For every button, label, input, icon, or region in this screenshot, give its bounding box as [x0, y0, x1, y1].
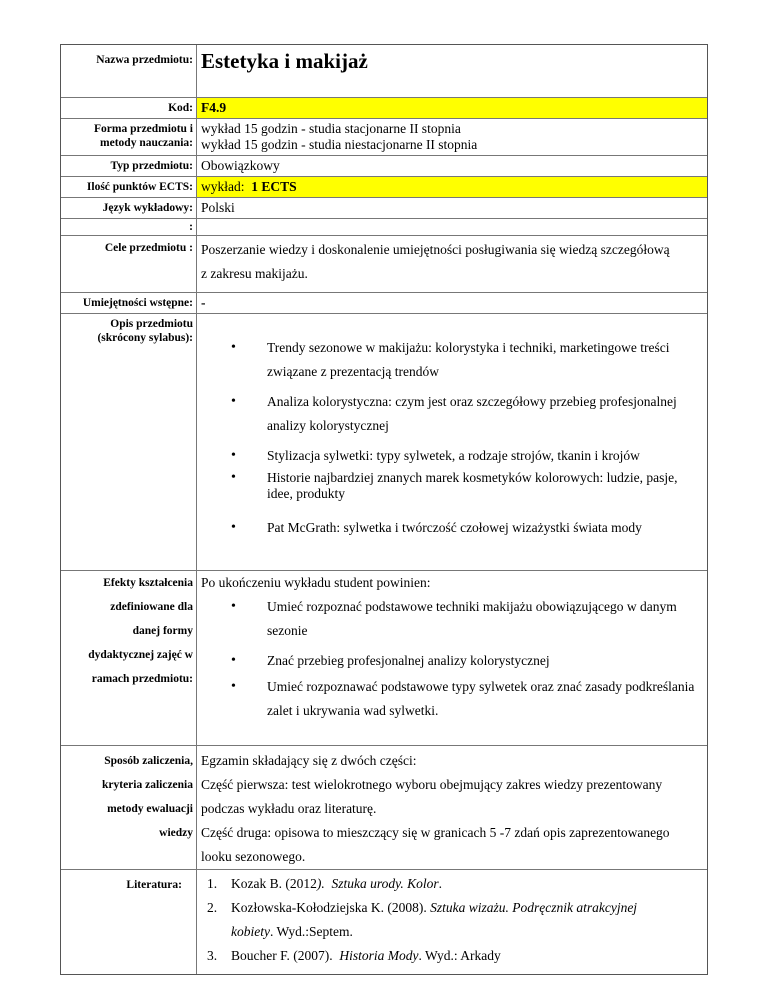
list-item-line: • Stylizacja sylwetki: typy sylwetek, a rodzaje strojów, tkanin i krojów: [267, 448, 640, 463]
assessment-label-line: metody ewaluacji: [107, 803, 193, 815]
subject-title: Estetyka i makijaż: [201, 49, 368, 73]
list-item: [201, 595, 701, 643]
lit-paren: ).: [316, 876, 325, 891]
literature-label: Literatura:: [61, 870, 197, 974]
assessment-label-line: wiedzy: [159, 827, 193, 839]
row-ects: [61, 176, 707, 197]
language-value: Polski: [201, 200, 235, 215]
list-number: 2.: [207, 900, 218, 915]
outcomes-label: [61, 571, 197, 745]
literature-list: [201, 872, 701, 968]
assessment-line: Część pierwsza: test wielokrotnego wyboru obejmujący zakres wiedzy prezentowany: [201, 777, 663, 792]
syllabus-label-line: (skrócony sylabus):: [97, 332, 193, 344]
form-label-line: metody nauczania:: [100, 137, 193, 149]
outcomes-label-line: dydaktycznej zajęć w: [88, 649, 193, 661]
lit-author: Kozak B. (2012: [231, 876, 317, 891]
skills-label: Umiejętności wstępne:: [61, 293, 197, 313]
subject-label: Nazwa przedmiotu:: [61, 45, 197, 97]
list-item: [201, 649, 701, 673]
goals-line: Poszerzanie wiedzy i doskonalenie umiejętności posługiwania się wiedzą szczegółową: [201, 242, 670, 257]
row-empty: [61, 218, 707, 235]
list-item-line: • Znać przebieg profesjonalnej analizy kolorystycznej: [267, 653, 550, 668]
type-value: Obowiązkowy: [201, 158, 280, 173]
list-item-line: związane z prezentacją trendów: [267, 364, 440, 379]
ects-points: 1 ECTS: [251, 179, 297, 194]
goals-line: z zakresu makijażu.: [201, 266, 308, 281]
outcomes-label-line: zdefiniowane dla: [110, 601, 193, 613]
row-language: [61, 197, 707, 218]
row-literature: [61, 869, 707, 974]
lit-title: Historia Mody: [339, 948, 419, 963]
list-item: [201, 470, 701, 502]
assessment-line: podczas wykładu oraz literaturę.: [201, 801, 377, 816]
course-card: [60, 44, 708, 975]
type-label: Typ przedmiotu:: [61, 156, 197, 176]
lit-rest: . Wyd.:Septem.: [269, 924, 353, 939]
syllabus-label: [61, 314, 197, 570]
row-code: [61, 97, 707, 118]
goals-label: Cele przedmiotu :: [61, 236, 197, 292]
outcomes-list: [201, 595, 701, 723]
row-goals: [61, 235, 707, 292]
list-item-line: • Umieć rozpoznawać podstawowe typy sylwetek oraz znać zasady podkreślania: [267, 679, 695, 694]
list-item: [201, 444, 701, 468]
list-number: 3.: [207, 948, 218, 963]
list-item-line: • Umieć rozpoznać podstawowe techniki makijażu obowiązującego w danym: [267, 599, 677, 614]
list-item-line: sezonie: [267, 623, 308, 638]
assessment-line: Egzamin składający się z dwóch części:: [201, 753, 417, 768]
list-item-line: zalet i ukrywania wad sylwetki.: [267, 703, 439, 718]
form-line: wykład 15 godzin - studia niestacjonarne II stopnia: [201, 137, 478, 152]
outcomes-label-line: danej formy: [132, 625, 193, 637]
syllabus-list: [201, 336, 701, 540]
row-syllabus: [61, 313, 707, 570]
code-value: F4.9: [197, 98, 707, 118]
row-form: [61, 118, 707, 155]
list-item: [201, 516, 701, 540]
ects-label: Ilość punktów ECTS:: [61, 177, 197, 197]
form-line: wykład 15 godzin - studia stacjonarne II stopnia: [201, 121, 461, 136]
list-item: [201, 944, 701, 968]
ects-value: [197, 177, 707, 197]
syllabus-value: [197, 314, 707, 570]
goals-value: [197, 236, 707, 292]
outcomes-intro: Po ukończeniu wykładu student powinien:: [201, 575, 431, 590]
literature-value: [197, 870, 707, 974]
empty-label: :: [61, 219, 197, 235]
assessment-label-line: Sposób zaliczenia,: [104, 755, 193, 767]
lit-rest: . Wyd.: Arkady: [418, 948, 501, 963]
list-item-line: • Analiza kolorystyczna: czym jest oraz szczegółowy przebieg profesjonalnej: [267, 394, 677, 409]
list-number: 1.: [207, 876, 218, 891]
list-item: [201, 896, 701, 944]
list-item-line: • Trendy sezonowe w makijażu: kolorystyka i techniki, marketingowe treści: [267, 340, 670, 355]
language-label: Język wykładowy:: [61, 198, 197, 218]
row-assessment: [61, 745, 707, 869]
code-label: Kod:: [61, 98, 197, 118]
list-item-line: • Pat McGrath: sylwetka i twórczość czołowej wizażystki świata mody: [267, 520, 642, 535]
assessment-line: looku sezonowego.: [201, 849, 306, 864]
form-value: [197, 119, 707, 155]
lit-title: Sztuka urody. Kolor: [324, 876, 439, 891]
empty-value: [197, 219, 707, 235]
row-outcomes: [61, 570, 707, 745]
form-label-line: Forma przedmiotu i: [93, 123, 193, 135]
list-item-line: analizy kolorystycznej: [267, 418, 389, 433]
row-skills: [61, 292, 707, 313]
assessment-value: [197, 746, 707, 869]
list-item: [201, 872, 701, 896]
assessment-label-line: kryteria zaliczenia: [101, 779, 193, 791]
assessment-line: Część druga: opisowa to mieszczący się w granicach 5 -7 zdań opis zaprezentowanego: [201, 825, 670, 840]
ects-prefix: wykład:: [201, 179, 252, 194]
assessment-label: [61, 746, 197, 869]
list-item: [201, 390, 701, 438]
list-item: [201, 675, 701, 723]
lit-author: Boucher F. (2007).: [231, 948, 340, 963]
outcomes-value: [197, 571, 707, 745]
row-type: [61, 155, 707, 176]
list-item-line: • Historie najbardziej znanych marek kosmetyków kolorowych: ludzie, pasje,: [267, 470, 678, 485]
row-subject: [61, 45, 707, 97]
list-item: [201, 336, 701, 384]
lit-title: Sztuka wizażu. Podręcznik atrakcyjnej: [430, 900, 638, 915]
syllabus-label-line: Opis przedmiotu: [110, 318, 193, 330]
skills-value: -: [201, 295, 206, 310]
list-item-line: idee, produkty: [267, 486, 345, 501]
outcomes-label-line: Efekty kształcenia: [103, 577, 193, 589]
lit-author: Kozłowska-Kołodziejska K. (2008).: [231, 900, 431, 915]
lit-title: kobiety: [231, 924, 270, 939]
outcomes-label-line: ramach przedmiotu:: [91, 673, 193, 685]
form-label: [61, 119, 197, 155]
lit-rest: .: [438, 876, 442, 891]
